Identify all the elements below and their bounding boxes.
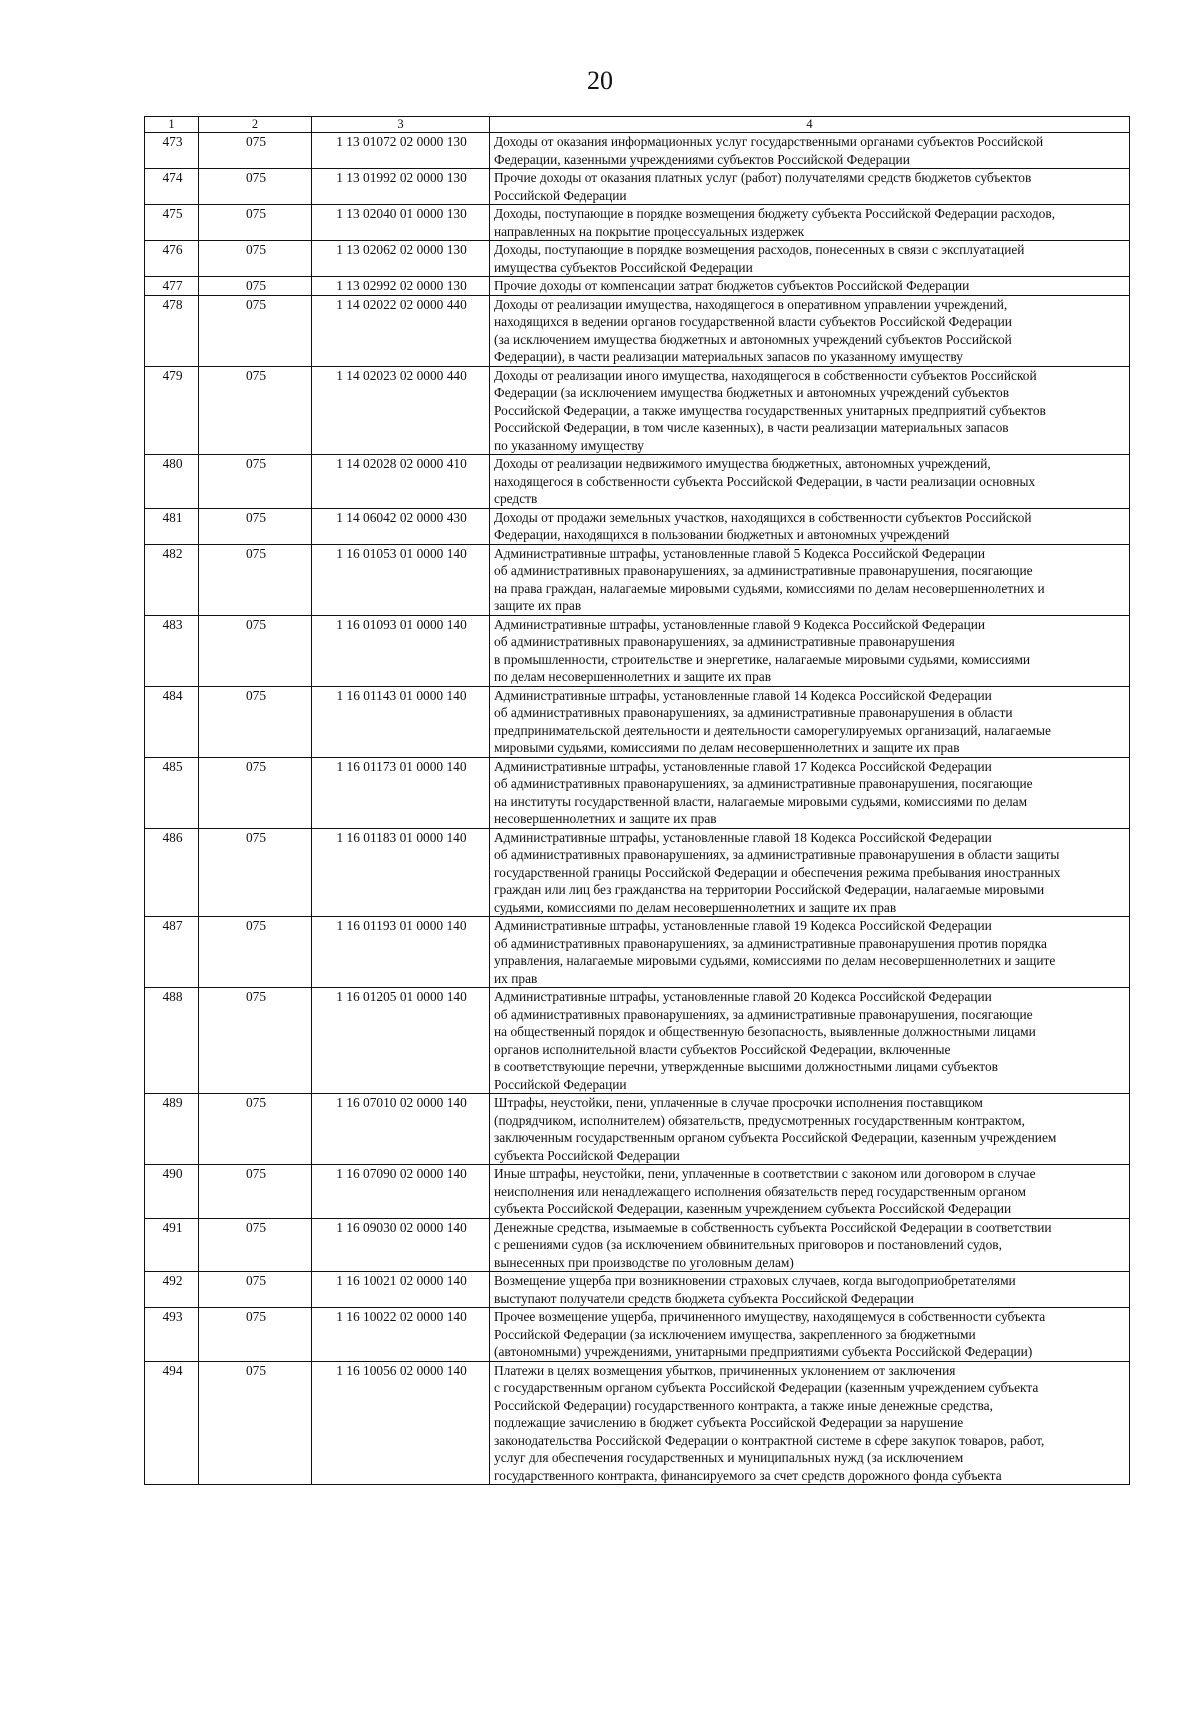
budget-classification-code: 1 16 01173 01 0000 140	[312, 757, 490, 828]
description-line: мировыми судьями, комиссиями по делам несовершеннолетних и защите их прав	[494, 740, 960, 755]
table-row	[145, 241, 1130, 277]
description-line: Федерации, казенными учреждениями субъектов Российской Федерации	[494, 151, 910, 167]
page-number: 20	[587, 66, 613, 95]
budget-classification-code: 1 16 01143 01 0000 140	[312, 686, 490, 757]
description-line: государственной границы Российской Федерации и обеспечения режима пребывания иностранных	[494, 864, 1061, 880]
table-row	[145, 1272, 1130, 1308]
description-line: неисполнения или ненадлежащего исполнения обязательств перед государственным органом	[494, 1183, 1026, 1199]
row-number: 474	[145, 169, 199, 205]
admin-code: 075	[199, 508, 312, 544]
description-line: по делам несовершеннолетних и защите их прав	[494, 669, 772, 684]
budget-classification-code: 1 16 01053 01 0000 140	[312, 544, 490, 615]
row-number: 482	[145, 544, 199, 615]
description-line: находящихся в ведении органов государственной власти субъектов Российской Федерации	[494, 314, 1012, 329]
budget-classification-code: 1 14 02023 02 0000 440	[312, 366, 490, 455]
table-row	[145, 1218, 1130, 1272]
table-row	[145, 455, 1130, 509]
description-line: на институты государственной власти, налагаемые мировыми судьями, комиссиями по делам	[494, 793, 1028, 809]
description-line: Доходы от оказания информационных услуг государственными органами субъектов Российской	[494, 134, 1044, 149]
header-col-2: 2	[199, 117, 312, 133]
description-line: граждан или лиц без гражданства на территории Российской Федерации, налагаемые мировыми	[494, 882, 1045, 897]
description-line: Прочие доходы от компенсации затрат бюджетов субъектов Российской Федерации	[494, 278, 970, 293]
table-row	[145, 686, 1130, 757]
revenue-description	[490, 169, 1130, 205]
row-number: 494	[145, 1361, 199, 1485]
description-line: в соответствующие перечни, утвержденные высшими должностными лицами субъектов	[494, 1059, 998, 1074]
table-row	[145, 1361, 1130, 1485]
description-line: Доходы от продажи земельных участков, находящихся в собственности субъектов Российской	[494, 509, 1032, 525]
table-row	[145, 205, 1130, 241]
description-line: подлежащие зачислению в бюджет субъекта Российской Федерации за нарушение	[494, 1415, 964, 1430]
description-line: Доходы от реализации имущества, находящегося в оперативном управлении учреждений,	[494, 296, 1008, 312]
admin-code: 075	[199, 544, 312, 615]
description-line: Возмещение ущерба при возникновении страховых случаев, когда выгодоприобретателями	[494, 1273, 1016, 1288]
description-line: субъекта Российской Федерации, казенным учреждением субъекта Российской Федерации	[494, 1201, 1012, 1216]
header-col-3: 3	[312, 117, 490, 133]
budget-classification-code: 1 16 01183 01 0000 140	[312, 828, 490, 917]
description-line: имущества субъектов Российской Федерации	[494, 259, 753, 275]
budget-classification-code: 1 16 10021 02 0000 140	[312, 1272, 490, 1308]
description-line: об административных правонарушениях, за административные правонарушения против порядка	[494, 935, 1047, 951]
description-line: Федерации (за исключением имущества бюджетных и автономных учреждений субъектов	[494, 385, 1010, 400]
revenue-description	[490, 205, 1130, 241]
description-line: несовершеннолетних и защите их прав	[494, 811, 717, 826]
description-line: Иные штрафы, неустойки, пени, уплаченные в соответствии с законом или договором в случае	[494, 1166, 1036, 1181]
admin-code: 075	[199, 988, 312, 1094]
revenue-description	[490, 1272, 1130, 1308]
row-number: 480	[145, 455, 199, 509]
description-line: Доходы, поступающие в порядке возмещения расходов, понесенных в связи с эксплуатацией	[494, 242, 1025, 257]
budget-classification-code: 1 16 09030 02 0000 140	[312, 1218, 490, 1272]
description-line: Российской Федерации) государственного контракта, а также иные денежные средства,	[494, 1397, 993, 1413]
revenue-description	[490, 988, 1130, 1094]
revenue-description	[490, 917, 1130, 988]
description-line: Федерации, находящихся в пользовании бюджетных и автономных учреждений	[494, 527, 950, 542]
description-line: законодательства Российской Федерации о контрактной системе в сфере закупок товаров, работ,	[494, 1432, 1045, 1448]
row-number: 488	[145, 988, 199, 1094]
description-line: субъекта Российской Федерации	[494, 1147, 680, 1163]
description-line: государственного контракта, финансируемого за счет средств дорожного фонда субъекта	[494, 1467, 1002, 1483]
description-line: управления, налагаемые мировыми судьями, комиссиями по делам несовершеннолетних и защите	[494, 953, 1056, 968]
admin-code: 075	[199, 615, 312, 686]
table-row	[145, 1165, 1130, 1219]
revenue-description	[490, 615, 1130, 686]
description-line: органов исполнительной власти субъектов Российской Федерации, включенные	[494, 1041, 951, 1057]
description-line: Административные штрафы, установленные главой 19 Кодекса Российской Федерации	[494, 918, 992, 933]
description-line: Административные штрафы, установленные главой 5 Кодекса Российской Федерации	[494, 545, 986, 561]
description-line: заключенным государственным органом субъекта Российской Федерации, казенным учреждением	[494, 1130, 1057, 1145]
admin-code: 075	[199, 366, 312, 455]
row-number: 493	[145, 1308, 199, 1362]
table-row	[145, 277, 1130, 296]
description-line: защите их прав	[494, 598, 582, 613]
admin-code: 075	[199, 757, 312, 828]
table-row	[145, 988, 1130, 1094]
description-line: об административных правонарушениях, за административные правонарушения в области защиты	[494, 847, 1060, 862]
row-number: 473	[145, 133, 199, 169]
budget-classification-code: 1 16 01205 01 0000 140	[312, 988, 490, 1094]
description-line: Российской Федерации, а также имущества государственных унитарных предприятий субъектов	[494, 402, 1046, 418]
description-line: Прочее возмещение ущерба, причиненного имуществу, находящемуся в собственности субъекта	[494, 1309, 1046, 1324]
row-number: 481	[145, 508, 199, 544]
revenue-description	[490, 1308, 1130, 1362]
admin-code: 075	[199, 169, 312, 205]
budget-classification-code: 1 16 10056 02 0000 140	[312, 1361, 490, 1485]
description-line: в промышленности, строительстве и энергетике, налагаемые мировыми судьями, комиссиями	[494, 651, 1031, 667]
row-number: 479	[145, 366, 199, 455]
admin-code: 075	[199, 455, 312, 509]
table-row	[145, 133, 1130, 169]
description-line: Платежи в целях возмещения убытков, причиненных уклонением от заключения	[494, 1362, 956, 1378]
description-line: направленных на покрытие процессуальных издержек	[494, 223, 805, 239]
table-row	[145, 917, 1130, 988]
admin-code: 075	[199, 1272, 312, 1308]
revenue-description	[490, 241, 1130, 277]
budget-classification-code: 1 16 01093 01 0000 140	[312, 615, 490, 686]
table-row	[145, 366, 1130, 455]
description-line: Российской Федерации	[494, 1076, 627, 1092]
table-row	[145, 508, 1130, 544]
admin-code: 075	[199, 241, 312, 277]
row-number: 490	[145, 1165, 199, 1219]
revenue-description	[490, 1361, 1130, 1485]
description-line: Денежные средства, изымаемые в собственность субъекта Российской Федерации в соответствии	[494, 1219, 1052, 1235]
table-row	[145, 544, 1130, 615]
description-line: (подрядчиком, исполнителем) обязательств, предусмотренных государственным контрактом,	[494, 1112, 1025, 1128]
table-row	[145, 615, 1130, 686]
revenue-description	[490, 295, 1130, 366]
description-line: Федерации), в части реализации материальных запасов по указанному имуществу	[494, 349, 963, 364]
table-row	[145, 169, 1130, 205]
budget-classification-code: 1 13 02040 01 0000 130	[312, 205, 490, 241]
admin-code: 075	[199, 133, 312, 169]
revenue-description	[490, 1218, 1130, 1272]
row-number: 492	[145, 1272, 199, 1308]
row-number: 487	[145, 917, 199, 988]
row-number: 476	[145, 241, 199, 277]
description-line: Доходы от реализации иного имущества, находящегося в собственности субъектов Российской	[494, 367, 1037, 383]
admin-code: 075	[199, 686, 312, 757]
header-col-1: 1	[145, 117, 199, 133]
description-line: (автономными) учреждениями, унитарными предприятиями субъекта Российской Федерации)	[494, 1344, 1033, 1359]
description-line: об административных правонарушениях, за административные правонарушения, посягающие	[494, 1006, 1033, 1022]
description-line: Административные штрафы, установленные главой 9 Кодекса Российской Федерации	[494, 616, 986, 632]
budget-classification-code: 1 16 01193 01 0000 140	[312, 917, 490, 988]
budget-classification-code: 1 13 02062 02 0000 130	[312, 241, 490, 277]
row-number: 484	[145, 686, 199, 757]
description-line: на общественный порядок и общественную безопасность, выявленные должностными лицами	[494, 1024, 1036, 1039]
description-line: Штрафы, неустойки, пени, уплаченные в случае просрочки исполнения поставщиком	[494, 1095, 983, 1110]
admin-code: 075	[199, 1165, 312, 1219]
description-line: находящегося в собственности субъекта Российской Федерации, в части реализации основных	[494, 473, 1036, 489]
revenue-description	[490, 544, 1130, 615]
description-line: Российской Федерации, в том числе казенных), в части реализации материальных запасов	[494, 420, 1009, 435]
admin-code: 075	[199, 917, 312, 988]
budget-classification-code: 1 16 10022 02 0000 140	[312, 1308, 490, 1362]
description-line: на права граждан, налагаемые мировыми судьями, комиссиями по делам несовершеннолетних и	[494, 580, 1045, 596]
revenue-description	[490, 1165, 1130, 1219]
row-number: 486	[145, 828, 199, 917]
description-line: с решениями судов (за исключением обвинительных приговоров и постановлений судов,	[494, 1237, 1002, 1252]
revenue-description	[490, 508, 1130, 544]
header-col-4: 4	[490, 117, 1130, 133]
description-line: средств	[494, 491, 538, 506]
description-line: Административные штрафы, установленные главой 20 Кодекса Российской Федерации	[494, 989, 992, 1004]
description-line: Административные штрафы, установленные главой 18 Кодекса Российской Федерации	[494, 829, 992, 845]
description-line: об административных правонарушениях, за административные правонарушения	[494, 634, 955, 649]
description-line: Прочие доходы от оказания платных услуг (работ) получателями средств бюджетов субъектов	[494, 170, 1032, 185]
row-number: 489	[145, 1094, 199, 1165]
row-number: 483	[145, 615, 199, 686]
description-line: Административные штрафы, установленные главой 14 Кодекса Российской Федерации	[494, 687, 992, 703]
description-line: Российской Федерации	[494, 187, 627, 203]
row-number: 491	[145, 1218, 199, 1272]
budget-classification-code: 1 14 02022 02 0000 440	[312, 295, 490, 366]
description-line: об административных правонарушениях, за административные правонарушения, посягающие	[494, 776, 1033, 791]
admin-code: 075	[199, 205, 312, 241]
description-line: их прав	[494, 970, 538, 986]
budget-classification-code: 1 14 06042 02 0000 430	[312, 508, 490, 544]
description-line: (за исключением имущества бюджетных и автономных учреждений субъектов Российской	[494, 331, 1012, 347]
description-line: выступают получатели средств бюджета субъекта Российской Федерации	[494, 1290, 914, 1306]
table-row	[145, 1308, 1130, 1362]
table-row	[145, 1094, 1130, 1165]
budget-classification-code: 1 13 02992 02 0000 130	[312, 277, 490, 296]
admin-code: 075	[199, 1308, 312, 1362]
revenue-description	[490, 133, 1130, 169]
revenue-description	[490, 686, 1130, 757]
description-line: Административные штрафы, установленные главой 17 Кодекса Российской Федерации	[494, 758, 992, 774]
revenue-description	[490, 455, 1130, 509]
table-row	[145, 295, 1130, 366]
description-line: об административных правонарушениях, за административные правонарушения в области	[494, 705, 1013, 720]
row-number: 477	[145, 277, 199, 296]
admin-code: 075	[199, 1361, 312, 1485]
description-line: Доходы, поступающие в порядке возмещения бюджету субъекта Российской Федерации расходов,	[494, 206, 1056, 221]
admin-code: 075	[199, 295, 312, 366]
revenue-description	[490, 366, 1130, 455]
budget-classification-code: 1 13 01992 02 0000 130	[312, 169, 490, 205]
revenue-description	[490, 277, 1130, 296]
description-line: с государственным органом субъекта Российской Федерации (казенным учреждением субъекта	[494, 1380, 1039, 1395]
admin-code: 075	[199, 1218, 312, 1272]
admin-code: 075	[199, 1094, 312, 1165]
table-header-row	[145, 117, 1130, 133]
budget-classification-code: 1 16 07090 02 0000 140	[312, 1165, 490, 1219]
row-number: 485	[145, 757, 199, 828]
admin-code: 075	[199, 277, 312, 296]
budget-classification-code: 1 14 02028 02 0000 410	[312, 455, 490, 509]
description-line: предпринимательской деятельности и деятельности саморегулируемых организаций, налагаемые	[494, 722, 1051, 738]
description-line: судьями, комиссиями по делам несовершеннолетних и защите их прав	[494, 899, 897, 915]
description-line: Доходы от реализации недвижимого имущества бюджетных, автономных учреждений,	[494, 456, 991, 471]
revenue-description	[490, 757, 1130, 828]
budget-classification-code: 1 13 01072 02 0000 130	[312, 133, 490, 169]
table-row	[145, 757, 1130, 828]
row-number: 478	[145, 295, 199, 366]
row-number: 475	[145, 205, 199, 241]
description-line: Российской Федерации (за исключением имущества, закрепленного за бюджетными	[494, 1326, 976, 1342]
description-line: вынесенных при производстве по уголовным делам)	[494, 1254, 794, 1270]
description-line: услуг для обеспечения государственных и муниципальных нужд (за исключением	[494, 1450, 964, 1465]
admin-code: 075	[199, 828, 312, 917]
revenue-codes-table	[144, 116, 1130, 1485]
revenue-description	[490, 828, 1130, 917]
description-line: об административных правонарушениях, за административные правонарушения, посягающие	[494, 563, 1033, 578]
budget-classification-code: 1 16 07010 02 0000 140	[312, 1094, 490, 1165]
table-row	[145, 828, 1130, 917]
description-line: по указанному имуществу	[494, 437, 644, 453]
revenue-description	[490, 1094, 1130, 1165]
table-body	[145, 133, 1130, 1485]
